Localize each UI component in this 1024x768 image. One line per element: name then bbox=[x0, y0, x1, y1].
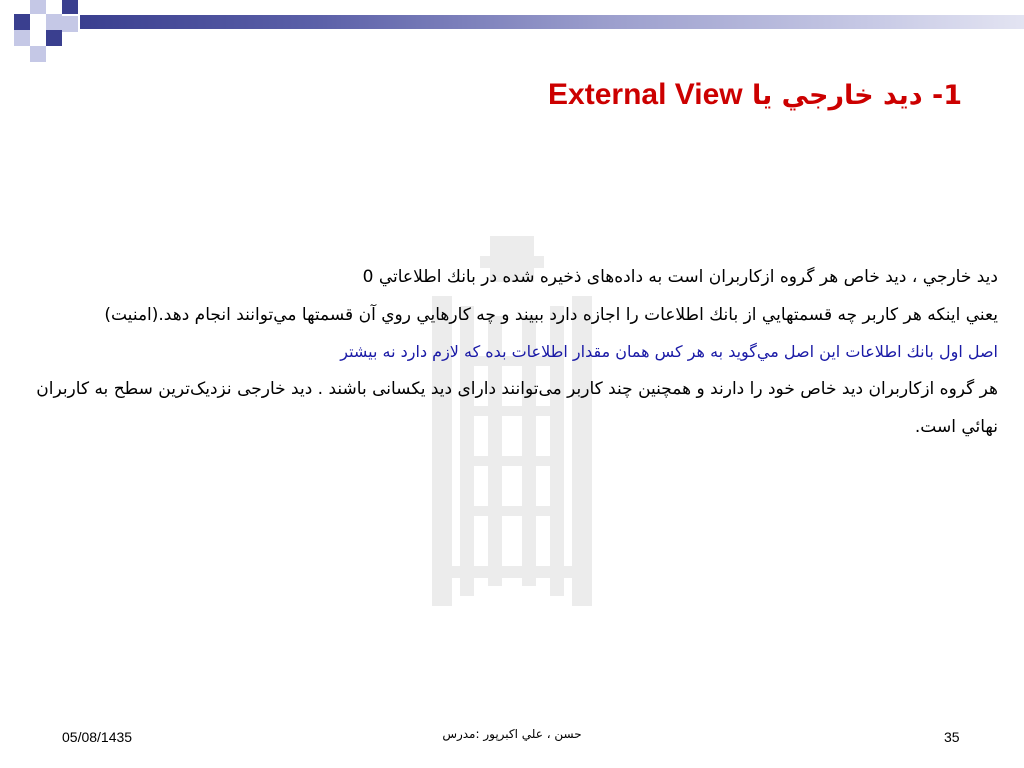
body-paragraph: ديد خارجي ، ديد خاص هر گروه ازكاربران است به داده‌های ذخيره شده در بانك اطلاعاتي 0 bbox=[362, 267, 998, 287]
decor-square bbox=[62, 0, 78, 14]
footer-date: 05/08/1435 bbox=[62, 729, 133, 745]
page-number: 35 bbox=[944, 729, 960, 745]
decor-square bbox=[30, 0, 46, 14]
decor-square bbox=[62, 16, 78, 32]
decor-square bbox=[46, 30, 62, 46]
header-gradient-bar bbox=[80, 15, 1024, 29]
slide-title-rtl: 1- دید خارجي يا bbox=[752, 80, 962, 111]
decor-square bbox=[14, 14, 30, 30]
slide-title bbox=[40, 78, 962, 112]
decor-square bbox=[30, 46, 46, 62]
decor-square bbox=[14, 30, 30, 46]
principle-text: اصل اول بانك اطلاعات اين اصل مي‌گويد به هر كس همان مقدار اطلاعات بده كه لازم دارد نه بيشتر bbox=[340, 342, 998, 361]
footer-author: حسن ، علي اكبرپور :مدرس bbox=[442, 727, 582, 741]
slide-body bbox=[34, 258, 998, 446]
closing-paragraph: هر گروه ازکاربران دید خاص خود را دارند و همچنین چند کاربر می‌توانند دارای دید یکسانی باشند . دید خارجی نزدیک‌ترین سطح به کاربران نهائي است. bbox=[36, 379, 998, 437]
slide-title-ltr: External View bbox=[548, 78, 743, 111]
body-paragraph: يعني اينكه هر كاربر چه قسمتهايي از بانك اطلاعات را اجازه دارد ببيند و چه كارهايي روي آن قسمتها مي‌توانند انجام دهد.(امنيت) bbox=[104, 305, 998, 325]
decor-square bbox=[46, 14, 62, 30]
